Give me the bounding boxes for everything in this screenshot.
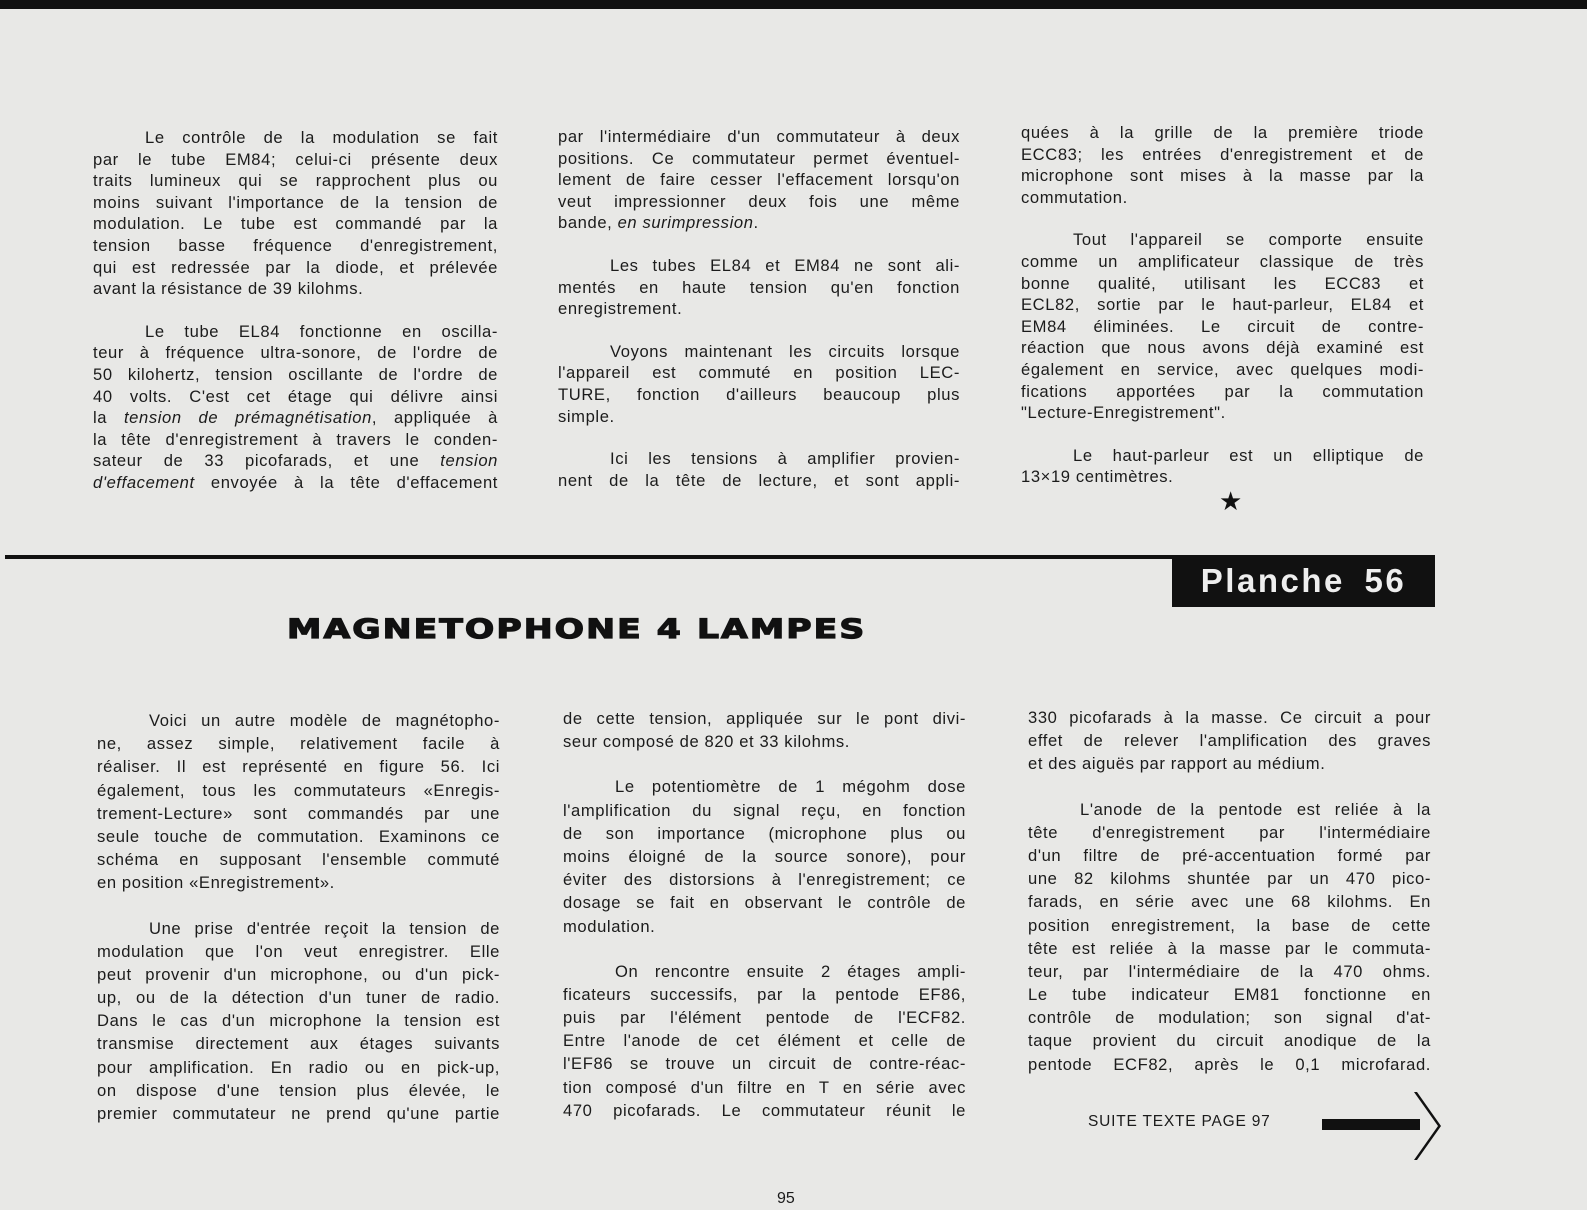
paragraph xyxy=(1021,229,1424,423)
text-line: contrôle de modulation; son signal d'at- xyxy=(1028,1008,1431,1028)
text-line: Voici un autre modèle de magnétopho- xyxy=(149,711,500,730)
bottom-column-1 xyxy=(97,709,500,1125)
text-line: l'amplification du signal reçu, en fonction xyxy=(563,800,966,820)
bottom-column-2 xyxy=(563,707,966,1122)
text-line: nent de la tête de lecture, et sont appli- xyxy=(558,470,960,490)
text-line: trement-Lecture» sont commandés par une xyxy=(97,803,500,823)
text-line: modulation. xyxy=(563,916,656,936)
text-line: veut impressionner deux fois une même xyxy=(558,191,960,211)
text-line: Voyons maintenant les circuits lorsque xyxy=(610,341,960,361)
text-line: l'EF86 se trouve un circuit de contre-réac- xyxy=(563,1054,966,1074)
text-line: Le potentiomètre de 1 mégohm dose xyxy=(615,777,966,797)
text-line: peut provenir d'un microphone, ou d'un pick- xyxy=(97,964,500,984)
text-line: sateur de 33 picofarads, et une tension xyxy=(93,451,498,471)
text-line: par l'intermédiaire d'un commutateur à deux xyxy=(558,127,960,146)
paragraph xyxy=(1021,122,1424,208)
paragraph xyxy=(563,707,966,753)
text-line: taque provient du circuit anodique de la xyxy=(1028,1031,1431,1051)
text-line: pour amplification. En radio ou en pick-up, xyxy=(97,1057,500,1077)
text-line: ECC83; les entrées d'enregistrement et de xyxy=(1021,144,1424,164)
paragraph xyxy=(93,127,498,300)
text-line: d'un filtre de pré-accentuation formé par xyxy=(1028,845,1431,865)
text-line: la tête d'enregistrement à travers le conden- xyxy=(93,429,498,449)
italic-term: tension xyxy=(440,451,498,471)
text-line: mentés en haute tension qu'en fonction xyxy=(558,277,960,297)
text-line: tion composé d'un filtre en T en série avec xyxy=(563,1077,966,1097)
text-line: ECL82, sortie par le haut-parleur, EL84 et xyxy=(1021,295,1424,315)
text-line: bande, en surimpression. xyxy=(558,213,759,233)
paragraph xyxy=(1028,798,1431,1076)
text-line: 13×19 centimètres. xyxy=(1021,467,1174,487)
text-line: microphone sont mises à la masse par la xyxy=(1021,166,1424,186)
text-line: 40 volts. C'est cet étage qui délivre ainsi xyxy=(93,386,498,406)
text-line: fications apportées par la commutation xyxy=(1021,381,1424,401)
text-line: effet de relever l'amplification des graves xyxy=(1028,731,1431,751)
text-line: Une prise d'entrée reçoit la tension de xyxy=(149,918,500,938)
text-line: premier commutateur ne prend qu'une partie xyxy=(97,1104,500,1123)
text-line: "Lecture-Enregistrement". xyxy=(1021,403,1226,423)
text-line: Le tube EL84 fonctionne en oscilla- xyxy=(145,321,498,341)
continue-arrow-icon xyxy=(1322,1090,1442,1162)
text-line: transmise directement aux étages suivants xyxy=(97,1034,500,1054)
text-line: tête d'enregistrement par l'intermédiaire xyxy=(1028,822,1431,842)
text-line: et des aiguës par rapport au médium. xyxy=(1028,754,1326,774)
text-line: puis par l'élément pentode de l'ECF82. xyxy=(563,1008,966,1028)
text-line: seule touche de commutation. Examinons ce xyxy=(97,826,500,846)
text-line: Le tube indicateur EM81 fonctionne en xyxy=(1028,985,1431,1005)
article-title: MAGNETOPHONE 4 LAMPES xyxy=(287,614,867,645)
text-line: bonne qualité, utilisant les ECC83 et xyxy=(1021,273,1424,293)
text-line: teur, par l'intermédiaire de la 470 ohms. xyxy=(1028,961,1431,981)
paragraph xyxy=(1021,445,1424,488)
paragraph xyxy=(558,255,960,320)
italic-term: d'effacement xyxy=(93,472,195,492)
italic-term: en surimpression xyxy=(617,213,754,233)
paragraph xyxy=(558,341,960,427)
text-line: position enregistrement, la base de cette xyxy=(1028,915,1431,935)
text-line: par le tube EM84; celui-ci présente deux xyxy=(93,149,498,169)
text-line: 50 kilohertz, tension oscillante de l'ordre de xyxy=(93,364,498,384)
end-of-article-star-icon: ★ xyxy=(1219,486,1243,516)
paragraph xyxy=(97,917,500,1126)
text-line: Tout l'appareil se comporte ensuite xyxy=(1073,230,1424,250)
text-line: 330 picofarads à la masse. Ce circuit a pour xyxy=(1028,708,1431,727)
text-line: éviter des distorsions à l'enregistrement; ce xyxy=(563,870,966,890)
text-line: de cette tension, appliquée sur le pont divi- xyxy=(563,709,966,728)
text-line: seur composé de 820 et 33 kilohms. xyxy=(563,732,850,752)
text-line: réaliser. Il est représenté en figure 56. Ici xyxy=(97,757,500,777)
text-line: EM84 éliminées. Le circuit de contre- xyxy=(1021,316,1424,336)
top-column-1 xyxy=(93,127,498,494)
text-line: avant la résistance de 39 kilohms. xyxy=(93,279,364,299)
italic-term: tension de prémagnétisation xyxy=(123,408,372,428)
text-line: on dispose d'une tension plus élevée, le xyxy=(97,1080,500,1100)
text-line: On rencontre ensuite 2 étages ampli- xyxy=(615,961,966,981)
text-line: une 82 kilohms shuntée par un 470 pico- xyxy=(1028,869,1431,889)
text-line: 470 picofarads. Le commutateur réunit le xyxy=(563,1100,966,1120)
paragraph xyxy=(563,960,966,1122)
text-line: teur à fréquence ultra-sonore, de l'ordre de xyxy=(93,343,498,363)
text-line: modulation que l'on veut enregistrer. Elle xyxy=(97,941,500,961)
bottom-column-3 xyxy=(1028,706,1431,1076)
paragraph xyxy=(563,775,966,937)
paragraph xyxy=(558,448,960,491)
continued-on-page-note: SUITE TEXTE PAGE 97 xyxy=(1088,1113,1271,1130)
text-line: Les tubes EL84 et EM84 ne sont ali- xyxy=(610,255,960,275)
text-line: également, tous les commutateurs «Enregis- xyxy=(97,780,500,800)
text-line: commutation. xyxy=(1021,187,1128,207)
paragraph xyxy=(558,126,960,234)
top-column-2 xyxy=(558,126,960,491)
text-line: l'appareil est commuté en position LEC- xyxy=(558,363,960,383)
text-line: comme un amplificateur classique de très xyxy=(1021,251,1424,271)
plate-label: Planche 56 xyxy=(1172,555,1435,607)
text-line: up, ou de la détection d'un tuner de radio. xyxy=(97,988,500,1008)
text-line: positions. Ce commutateur permet éventuel- xyxy=(558,148,960,168)
text-line: quées à la grille de la première triode xyxy=(1021,123,1424,142)
text-line: la tension de prémagnétisation, appliquée à xyxy=(93,408,499,428)
text-line: qui est redressée par la diode, et prélevée xyxy=(93,257,498,277)
text-line: farads, en série avec une 68 kilohms. En xyxy=(1028,892,1431,912)
text-line: pentode ECF82, après le 0,1 microfarad. xyxy=(1028,1054,1431,1074)
text-line: Le contrôle de la modulation se fait xyxy=(145,128,498,147)
text-line: TURE, fonction d'ailleurs beaucoup plus xyxy=(558,384,960,404)
paragraph xyxy=(1028,706,1431,776)
text-line: Entre l'anode de cet élément et celle de xyxy=(563,1031,966,1051)
paragraph xyxy=(97,709,500,895)
text-line: modulation. Le tube est commandé par la xyxy=(93,214,498,234)
text-line: simple. xyxy=(558,406,615,426)
text-line: Ici les tensions à amplifier provien- xyxy=(610,449,960,469)
text-line: moins éloigné de la source sonore), pour xyxy=(563,846,966,866)
text-line: enregistrement. xyxy=(558,299,683,319)
text-line: schéma en supposant l'ensemble commuté xyxy=(97,850,500,870)
text-line: L'anode de la pentode est reliée à la xyxy=(1080,799,1431,819)
top-column-3 xyxy=(1021,122,1424,488)
scan-top-border xyxy=(0,0,1587,9)
text-line: moins suivant l'importance de la tension de xyxy=(93,192,498,212)
text-line: ne, assez simple, relativement facile à xyxy=(97,734,500,754)
text-line: d'effacement envoyée à la tête d'effacement xyxy=(93,472,498,492)
text-line: en position «Enregistrement». xyxy=(97,873,335,893)
text-line: tension basse fréquence d'enregistrement, xyxy=(93,235,498,255)
text-line: de son importance (microphone plus ou xyxy=(563,823,966,843)
text-line: traits lumineux qui se rapprochent plus ou xyxy=(93,171,498,191)
text-line: réaction que nous avons déjà examiné est xyxy=(1021,338,1424,358)
text-line: également en service, avec quelques modi- xyxy=(1021,359,1424,379)
text-line: tête est reliée à la masse par le commuta- xyxy=(1028,938,1431,958)
text-line: dosage se fait en observant le contrôle de xyxy=(563,893,966,913)
text-line: Le haut-parleur est un elliptique de xyxy=(1073,445,1424,465)
paragraph xyxy=(93,321,498,494)
text-line: ficateurs successifs, par la pentode EF86, xyxy=(563,984,966,1004)
text-line: Dans le cas d'un microphone la tension est xyxy=(97,1011,500,1031)
page-number: 95 xyxy=(777,1190,795,1207)
text-line: lement de faire cesser l'effacement lorsqu'on xyxy=(558,170,960,190)
